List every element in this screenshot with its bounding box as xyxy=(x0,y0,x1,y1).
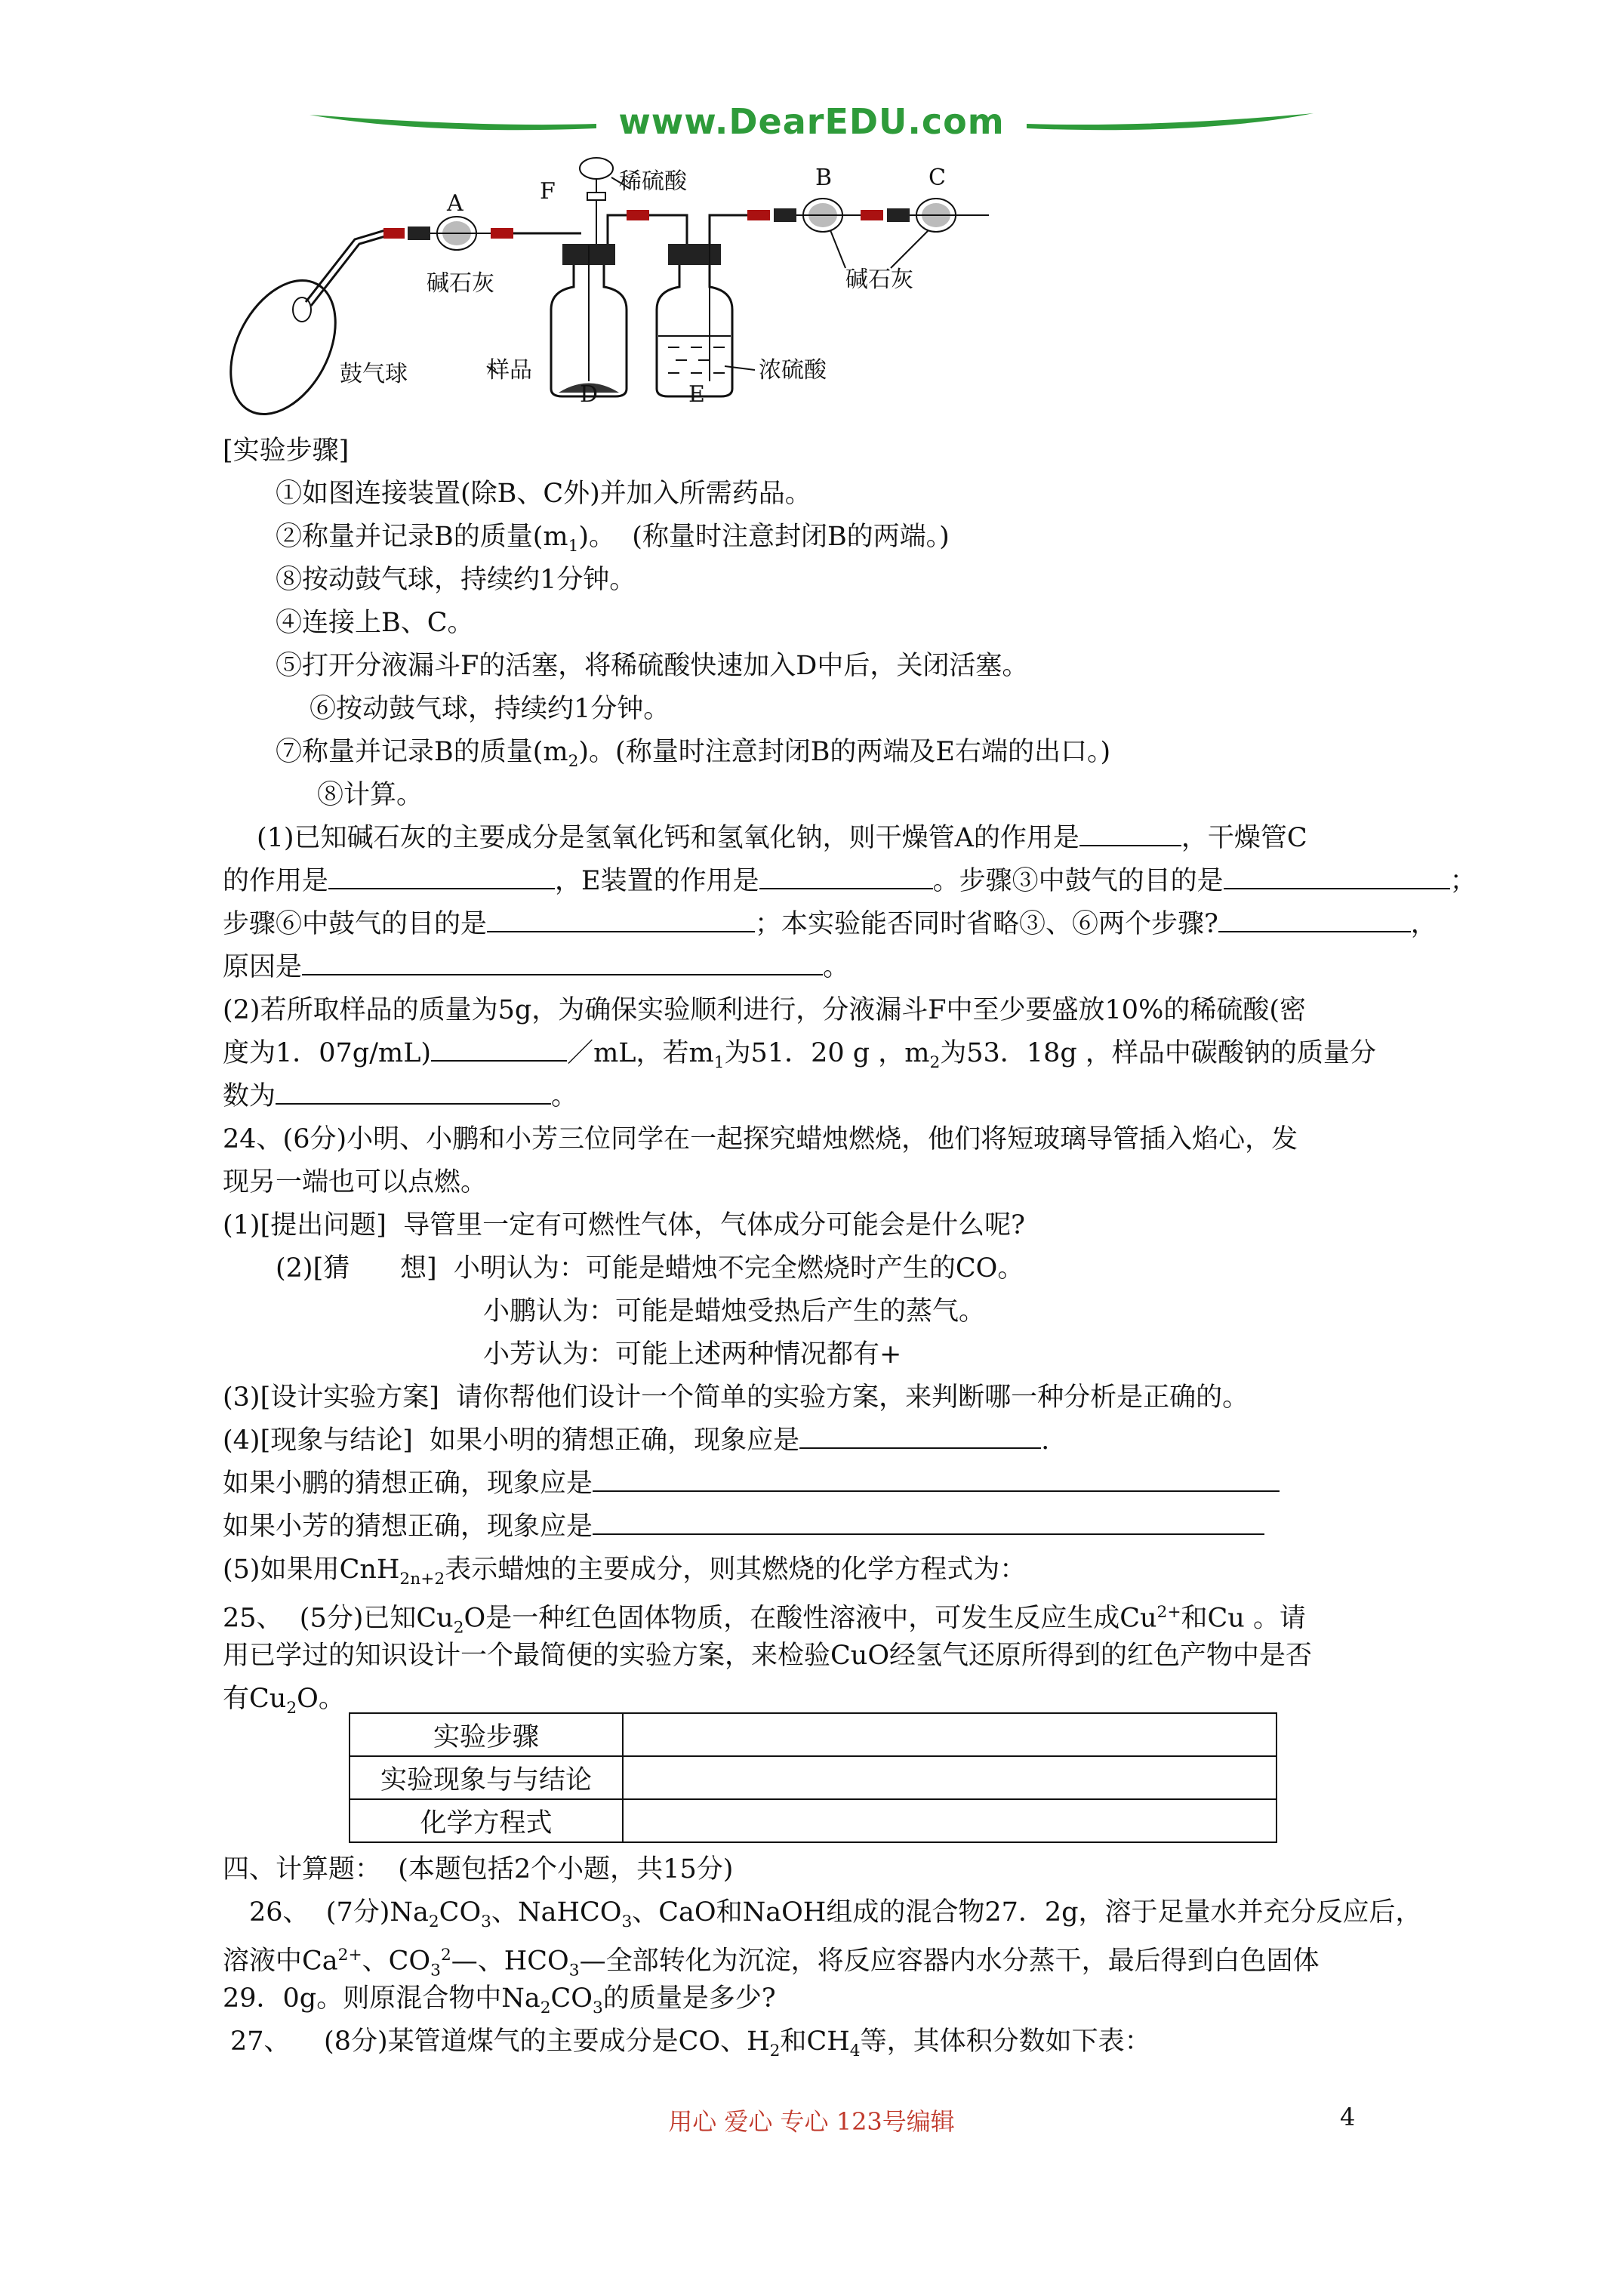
label-e: E xyxy=(688,381,705,408)
experiment-table xyxy=(349,1712,1277,1843)
label-b: B xyxy=(815,165,833,191)
q24-line-4: (2)[猜 想] 小明认为：可能是蜡烛不完全燃烧时产生的CO。 xyxy=(276,1253,1024,1284)
q2-line-3: 数为 。 xyxy=(223,1081,578,1111)
q24-line-8: (4)[现象与结论] 如果小明的猜想正确，现象应是 . xyxy=(223,1425,1050,1456)
step-1: ①如图连接装置(除B、C外)并加入所需药品。 xyxy=(276,479,812,509)
label-conc-acid: 浓硫酸 xyxy=(759,357,827,384)
q1-line-3: 步骤⑥中鼓气的目的是 ；本实验能否同时省略③、⑥两个步骤? ， xyxy=(223,909,1437,939)
apparatus-diagram xyxy=(226,155,1042,423)
blank-acid-volume[interactable] xyxy=(431,1037,567,1062)
page-number: 4 xyxy=(1340,2103,1356,2131)
footer-text: 用心 爱心 专心 123号编辑 xyxy=(668,2107,955,2136)
apparatus-svg xyxy=(226,155,1042,423)
label-soda-lime-bc: 碱石灰 xyxy=(845,267,913,293)
q24-line-3: (1)[提出问题] 导管里一定有可燃性气体，气体成分可能会是什么呢? xyxy=(223,1210,1025,1240)
section-4-title: 四、计算题： (本题包括2个小题，共15分) xyxy=(223,1854,734,1885)
q24-line-10: 如果小芳的猜想正确，现象应是 xyxy=(223,1510,1264,1543)
q1-line-4: 原因是 。 xyxy=(223,952,850,982)
blank-peng-phenomenon[interactable] xyxy=(593,1468,1280,1492)
q25-line-3: 有$Cu_2O$。 xyxy=(223,1684,345,1718)
table-row xyxy=(350,1713,1277,1756)
step-4: ④连接上B、C。 xyxy=(276,608,474,638)
table-cell-equation[interactable] xyxy=(623,1799,1277,1842)
table-row xyxy=(350,1756,1277,1799)
q24-line-2: 现另一端也可以点燃。 xyxy=(223,1167,488,1197)
q1-line-2: 的作用是 ，E装置的作用是 。步骤③中鼓气的目的是 ； xyxy=(223,866,1477,896)
q24-line-11: (5)如果用CnH$_{2n+2}$表示蜡烛的主要成分，则其燃烧的化学方程式为： xyxy=(223,1555,1027,1589)
blank-reason[interactable] xyxy=(302,951,823,975)
label-soda-lime-a: 碱石灰 xyxy=(427,270,494,297)
step-6: ⑥按动鼓气球，持续约1分钟。 xyxy=(310,694,670,724)
connector-red xyxy=(383,228,405,239)
bottle-e xyxy=(657,265,732,396)
blank-step6-purpose[interactable] xyxy=(487,908,755,932)
q26-line-3: 29．0g。则原混合物中$Na_2CO_3$的质量是多少? xyxy=(223,1983,776,2017)
step-8: ⑧计算。 xyxy=(317,780,423,810)
q24-line-6: 小芳认为：可能上述两种情况都有+ xyxy=(483,1339,902,1370)
step-7: ⑦称量并记录B的质量$(m_2)$。(称量时注意封闭B的两端及E右端的出口。) xyxy=(276,737,1111,771)
q24-line-9: 如果小鹏的猜想正确，现象应是 xyxy=(223,1467,1280,1500)
step-5: ⑤打开分液漏斗F的活塞，将稀硫酸快速加入D中后，关闭活塞。 xyxy=(276,651,1029,681)
label-f: F xyxy=(540,178,556,205)
blank-omit-steps[interactable] xyxy=(1218,908,1411,932)
table-cell-steps[interactable] xyxy=(623,1713,1277,1756)
site-logo-text: www.DearEDU.com xyxy=(618,101,1005,142)
q26-line-1: 26、 (7分)$Na_2CO_3$、NaHCO$_3$、CaO和NaOH组成的混合物27．2g，溶于足量水并充分反应后， xyxy=(249,1897,1422,1931)
blank-a-role[interactable] xyxy=(1079,822,1181,846)
blank-mass-fraction[interactable] xyxy=(276,1080,551,1105)
step-2: ②称量并记录B的质量$(m_1)$。 (称量时注意封闭B的两端。) xyxy=(276,522,950,556)
site-header xyxy=(302,98,1321,159)
q26-line-2: 溶液中$Ca^{2+}$、$CO_3^2—$、$HCO_3—$全部转化为沉淀，将反应容器内水分蒸干，最后得到白色固体 xyxy=(223,1946,1320,1980)
label-dilute-acid: 稀硫酸 xyxy=(619,168,687,195)
stopper-e xyxy=(668,244,721,265)
table-row xyxy=(350,1799,1277,1842)
q1-line-1: (1)已知碱石灰的主要成分是氢氧化钙和氢氧化钠，则干燥管A的作用是 ，干燥管C xyxy=(257,823,1307,853)
q25-line-1: 25、 (5分)已知$Cu_2O$是一种红色固体物质，在酸性溶液中，可发生反应生成$Cu^{2+}$和Cu 。请 xyxy=(223,1603,1306,1638)
step-3: ⑧按动鼓气球，持续约1分钟。 xyxy=(276,565,636,595)
q2-line-2: 度为1．07g/mL) ／mL，若$m_1$为51．20 g ，$m_2$为53．18g ，样品中碳酸钠的质量分 xyxy=(223,1038,1376,1072)
table-header-equation: 化学方程式 xyxy=(350,1799,623,1842)
table-header-phenomena: 实验现象与与结论 xyxy=(350,1756,623,1799)
label-d: D xyxy=(580,381,599,408)
blank-ming-phenomenon[interactable] xyxy=(799,1425,1041,1449)
blank-fang-phenomenon[interactable] xyxy=(593,1511,1264,1535)
label-bulb: 鼓气球 xyxy=(340,361,408,387)
table-cell-phenomena[interactable] xyxy=(623,1756,1277,1799)
blank-e-role[interactable] xyxy=(759,865,933,889)
q24-line-7: (3)[设计实验方案] 请你帮他们设计一个简单的实验方案，来判断哪一种分析是正确的。 xyxy=(223,1382,1249,1413)
q25-line-2: 用已学过的知识设计一个最简便的实验方案，来检验CuO经氢气还原所得到的红色产物中是否 xyxy=(223,1641,1313,1671)
table-header-steps: 实验步骤 xyxy=(350,1713,623,1756)
q2-line-1: (2)若所取样品的质量为5g，为确保实验顺利进行，分液漏斗F中至少要盛放10%的稀硫酸(密 xyxy=(223,995,1306,1025)
q24-line-5: 小鹏认为：可能是蜡烛受热后产生的蒸气。 xyxy=(483,1296,986,1327)
bulb-shape xyxy=(226,263,357,423)
label-a: A xyxy=(447,190,463,217)
funnel-f xyxy=(580,158,613,179)
steps-title: [实验步骤] xyxy=(223,436,350,466)
label-sample: 样品 xyxy=(487,357,532,384)
q24-line-1: 24、(6分)小明、小鹏和小芳三位同学在一起探究蜡烛燃烧，他们将短玻璃导管插入焰心，发 xyxy=(223,1124,1298,1154)
blank-c-role[interactable] xyxy=(328,865,555,889)
label-c: C xyxy=(929,165,946,191)
q27-line-1: 27、 (8分)某管道煤气的主要成分是CO、$H_2$和$CH_4$等，其体积分数如下表： xyxy=(230,2026,1151,2060)
blank-step3-purpose[interactable] xyxy=(1224,865,1450,889)
